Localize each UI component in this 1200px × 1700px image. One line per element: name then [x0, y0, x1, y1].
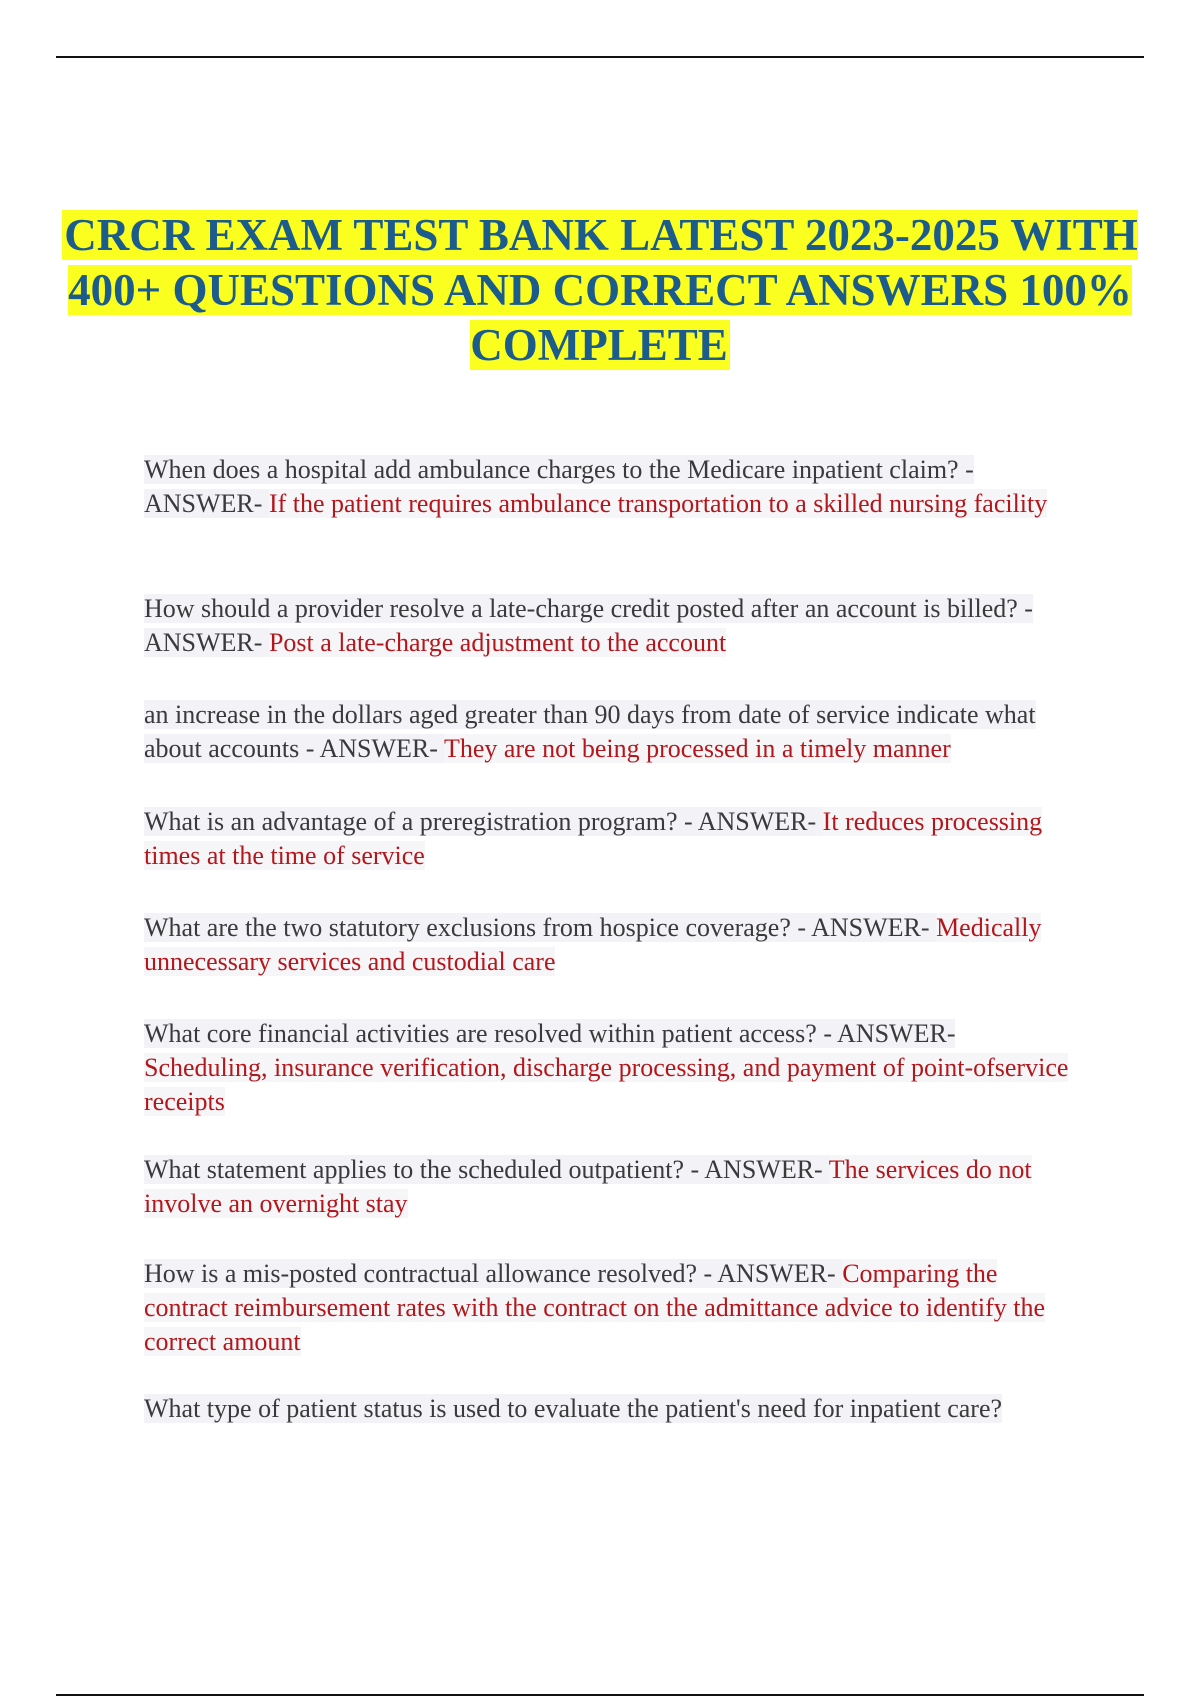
qa-question: What type of patient status is used to evaluate the patient's need for inpatient care? — [144, 1394, 1003, 1423]
qa-answer-separator: - ANSWER- — [144, 455, 974, 518]
qa-item — [144, 698, 1094, 766]
qa-question: What is an advantage of a preregistration program? — [144, 807, 678, 836]
qa-answer-separator: - ANSWER- — [677, 807, 823, 836]
title-highlight: CRCR EXAM TEST BANK LATEST 2023-2025 WITH 400+ QUESTIONS AND CORRECT ANSWERS 100% COMPLETE — [64, 210, 1138, 371]
qa-item — [144, 453, 1084, 521]
qa-item — [144, 1017, 1084, 1119]
qa-question: What statement applies to the scheduled outpatient? — [144, 1155, 685, 1184]
qa-question: How is a mis-posted contractual allowance resolved? — [144, 1259, 698, 1288]
qa-answer: Comparing the contract reimbursement rates with the contract on the admittance advice to identify the correct amount — [144, 1259, 1045, 1356]
qa-item — [144, 592, 1084, 660]
qa-answer-separator: - ANSWER- — [684, 1155, 829, 1184]
qa-answer-separator: - ANSWER- — [816, 1019, 956, 1048]
qa-question: What are the two statutory exclusions from hospice coverage? — [144, 913, 791, 942]
qa-answer: The services do not involve an overnight stay — [144, 1155, 1032, 1218]
qa-answer-separator: - ANSWER- — [299, 734, 444, 763]
header-rule — [56, 56, 1144, 58]
qa-answer: Medically unnecessary services and custodial care — [144, 913, 1042, 976]
qa-answer: They are not being processed in a timely manner — [443, 734, 951, 763]
footer-rule — [56, 1694, 1144, 1696]
qa-answer-separator: - ANSWER- — [697, 1259, 843, 1288]
qa-question: an increase in the dollars aged greater than 90 days from date of service indicate what about accounts — [144, 700, 1036, 763]
qa-question: When does a hospital add ambulance charges to the Medicare inpatient claim? — [144, 455, 959, 484]
qa-answer-separator: - ANSWER- — [144, 594, 1033, 657]
qa-answer-separator: - ANSWER- — [790, 913, 937, 942]
qa-answer: If the patient requires ambulance transportation to a skilled nursing facility — [268, 489, 1048, 518]
qa-question: How should a provider resolve a late-charge credit posted after an account is billed? — [144, 594, 1018, 623]
qa-item — [144, 1392, 1094, 1426]
qa-item — [144, 1257, 1084, 1359]
qa-item — [144, 1153, 1084, 1221]
qa-item — [144, 911, 1084, 979]
qa-answer: Post a late-charge adjustment to the account — [268, 628, 727, 657]
qa-item — [144, 805, 1084, 873]
qa-question: What core financial activities are resolved within patient access? — [144, 1019, 817, 1048]
qa-answer: It reduces processing times at the time of service — [144, 807, 1043, 870]
document-title — [60, 208, 1140, 373]
qa-answer: Scheduling, insurance verification, discharge processing, and payment of point-ofservice receipts — [144, 1053, 1069, 1116]
